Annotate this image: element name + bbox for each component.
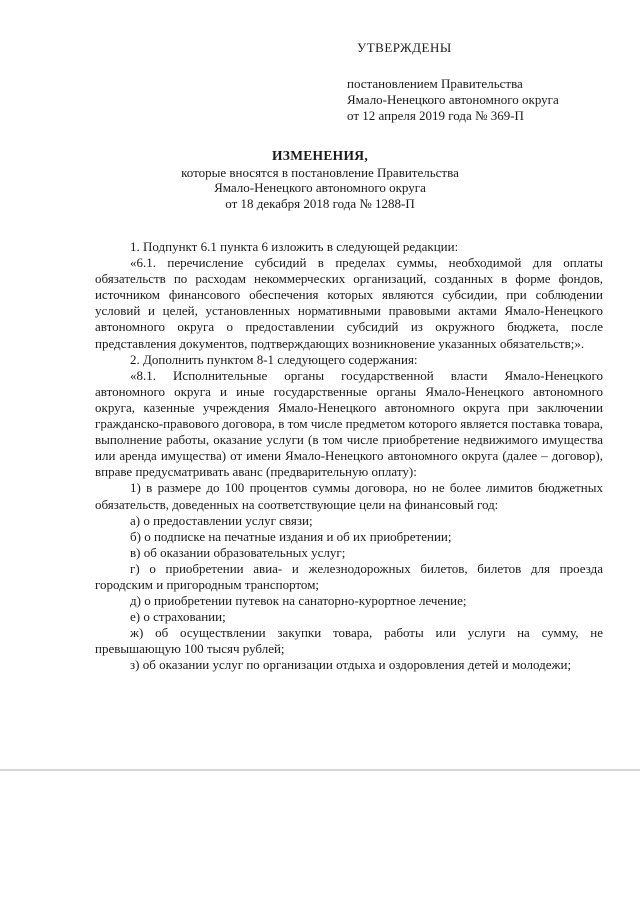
list-item-e: е) о страховании; [130, 609, 226, 625]
paragraph-item-8-1: «8.1. Исполнительные органы государственной власти Ямало-Ненецкого автономного округа и иные государственные органы Ямало-Ненецкого автономного округа, казенные учреждения Ямало-Ненецкого автономного округа при заключении гражданско-правового договора, в том числе предметом которого является поставка товара, выполнение работы, оказание услуги (в том числе приобретение недвижимого имущества или аренда имущества) от имени Ямало-Ненецкого автономного округа (далее – договор), вправе предусматривать аванс (предварительную оплату): [95, 367, 603, 480]
approval-line: постановлением Правительства [347, 76, 523, 91]
list-item-a: а) о предоставлении услуг связи; [130, 512, 313, 528]
list-item-d: д) о приобретении путевок на санаторно-курортное лечение; [130, 593, 467, 609]
page-edge [0, 769, 640, 771]
paragraph-item-6-1: «6.1. перечисление субсидий в пределах суммы, необходимой для оплаты обязательств по расходам некоммерческих организаций, созданных в форме фондов, источником финансового обеспечения которых являются субсидии, при соблюдении условий и целей, установленных нормативными правовыми актами Ямало-Ненецкого автономного округа о предоставлении субсидий из окружного бюджета, после представления документов, подтверждающих возникновение указанных обязательств;». [95, 255, 603, 351]
approval-stamp: УТВЕРЖДЕНЫ [357, 40, 452, 55]
approval-line: от 12 апреля 2019 года № 369-П [347, 108, 524, 123]
title-line: от 18 декабря 2018 года № 1288-П [225, 195, 415, 211]
title-heading: ИЗМЕНЕНИЯ, [271, 148, 368, 163]
title-line: Ямало-Ненецкого автономного округа [214, 180, 426, 195]
approval-line: Ямало-Ненецкого автономного округа [347, 92, 559, 107]
paragraph-subitem-1: 1) в размере до 100 процентов суммы договора, но не более лимитов бюджетных обязательств, доведенных на соответствующие цели на финансовый год: [95, 480, 603, 512]
list-item-b: б) о подписке на печатные издания и об их приобретении; [130, 528, 452, 544]
paragraph-item-1: 1. Подпункт 6.1 пункта 6 изложить в следующей редакции: [130, 239, 459, 254]
list-item-g: г) о приобретении авиа- и железнодорожных билетов, билетов для проезда городским и пригородным транспортом; [95, 560, 603, 592]
list-item-zh: ж) об осуществлении закупки товара, работы или услуги на сумму, не превышающую 100 тысяч рублей; [95, 625, 603, 657]
list-item-z: з) об оказании услуг по организации отдыха и оздоровления детей и молодежи; [130, 657, 572, 673]
document-title [95, 148, 545, 211]
document-body [95, 239, 603, 674]
approval-block [347, 40, 627, 124]
title-line: которые вносятся в постановление Правительства [181, 164, 459, 180]
paragraph-item-2: 2. Дополнить пунктом 8-1 следующего содержания: [130, 351, 418, 367]
list-item-v: в) об оказании образовательных услуг; [130, 544, 346, 560]
